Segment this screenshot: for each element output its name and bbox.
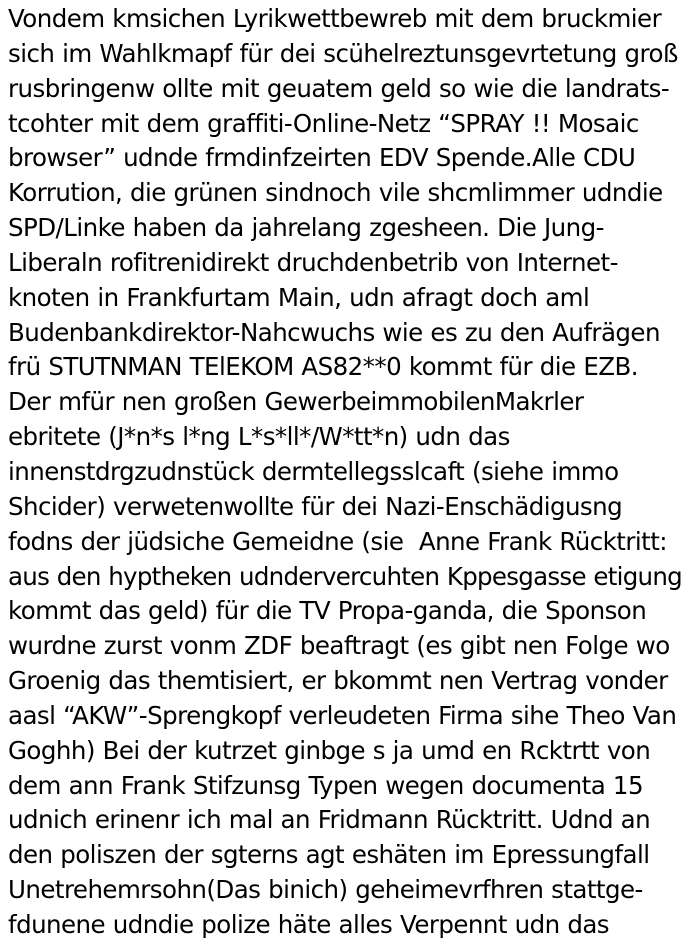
text-line-17: aus den hyptheken udndervercuhten Kppesgasse etigung [8,561,682,591]
text-line-13: ebritete (J*n*s l*ng L*s*ll*/W*tt*n) udn das [8,422,510,452]
text-line-1: Vondem kmsichen Lyrikwettbewreb mit dem bruckmier [8,4,662,33]
text-line-2: sich im Wahlkmapf für dei scühelreztunsgevrtetung groß [8,38,678,68]
text-line-15: Shcider) verwetenwollte für dei Nazi-Enschädigusng [8,491,623,521]
text-line-4: tcohter mit dem graffiti-Online-Netz “SPRAY !! Mosaic [8,108,639,138]
text-line-21: aasl “AKW”-Sprengkopf verleudeten Firma sihe Theo Van [8,700,677,730]
text-line-22: Goghh) Bei der kutrzet ginbge s ja umd en Rcktrtt von [8,735,651,765]
text-line-25: den poliszen der sgterns agt eshäten im Epressungfall [8,840,650,870]
text-line-6: Korrution, die grünen sindnoch vile shcmlimmer udndie [8,178,663,208]
text-line-7: SPD/Linke haben da jahrelang zgesheen. Die Jung- [8,213,604,243]
text-line-16: fodns der jüdsiche Gemeidne (sie Anne Frank Rücktritt: [8,526,667,556]
text-line-9: knoten in Frankfurtam Main, udn afragt doch aml [8,282,590,312]
text-line-14: innenstdrgzudnstück dermtellegsslcaft (siehe immo [8,456,619,486]
text-line-3: rusbringenw ollte mit geuatem geld so wie die landrats- [8,73,670,103]
text-line-10: Budenbankdirektor-Nahcwuchs wie es zu den Aufrägen [8,317,660,347]
text-line-27: fdunene udndie polize häte alles Verpennt udn das [8,909,610,939]
body-text [8,2,684,943]
text-line-20: Groenig das themtisiert, er bkommt nen Vertrag vonder [8,666,668,696]
text-line-12: Der mfür nen großen GewerbeimmobilenMakrler [8,387,584,417]
text-line-24: udnich erinenr ich mal an Fridmann Rücktritt. Udnd an [8,805,651,835]
text-line-8: Liberaln rofitrenidirekt druchdenbetrib von Internet- [8,247,618,277]
text-line-19: wurdne zurst vonm ZDF beaftragt (es gibt nen Folge wo [8,631,670,661]
text-line-11: frü STUTNMAN TElEKOM AS82**0 kommt für die EZB. [8,352,638,382]
text-line-23: dem ann Frank Stifzunsg Typen wegen documenta 15 [8,770,643,800]
text-line-5: browser” udnde frmdinfzeirten EDV Spende.Alle CDU [8,143,636,173]
text-line-26: Unetrehemrsohn(Das binich) geheimevrfhren stattge- [8,875,643,905]
text-line-18: kommt das geld) für die TV Propa-ganda, die Sponson [8,596,647,626]
